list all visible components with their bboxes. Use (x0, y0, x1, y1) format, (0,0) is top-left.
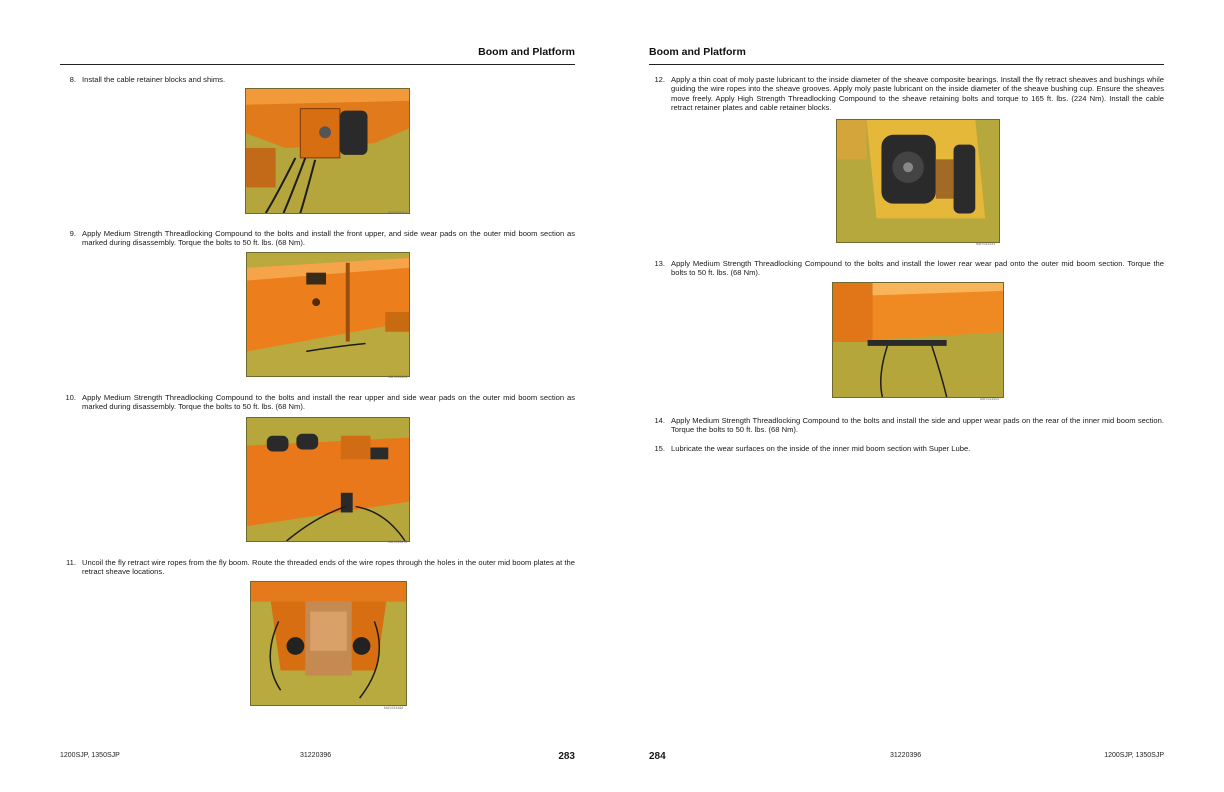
step-12-photo (836, 119, 1000, 243)
step-13-number: 13. (654, 259, 665, 268)
step-15-number: 15. (654, 444, 665, 453)
step-13-image-code: MAY053500 (980, 397, 1000, 401)
left-footer-doc-number: 31220396 (300, 752, 332, 759)
step-8-photo (245, 88, 410, 214)
left-header-rule (60, 64, 575, 65)
step-9-image-code: MAY053406 (388, 375, 408, 379)
step-14-number: 14. (654, 416, 665, 425)
step-8-image-code: MAY053404 (388, 211, 408, 215)
right-footer-doc-number: 31220396 (890, 752, 922, 759)
step-9-photo (246, 252, 410, 377)
step-11-number: 11. (66, 558, 76, 567)
left-footer-models: 1200SJP, 1350SJP (60, 752, 120, 759)
step-13-text: Apply Medium Strength Threadlocking Compound to the bolts and install the lower rear wear pad onto the outer mid boom section. Torque the bolts to 50 ft. lbs. (68 Nm). (671, 259, 1164, 278)
step-8-number: 8. (69, 75, 76, 84)
right-page (612, 0, 1224, 792)
step-10-image-code: MAY053478 (388, 540, 408, 544)
right-page-number: 284 (649, 751, 666, 762)
step-12-text: Apply a thin coat of moly paste lubricant to the inside diameter of the sheave composite bearings. Install the fly retract sheaves and bushings while guiding the wire ropes into the sheave grooves. Apply moly paste lubricant on the inside diameter of the sheave bushing cup. Ensure the sheaves move freely. Apply High Strength Threadlocking Compound to the sheave retaining bolts and torque to 165 ft. lbs. (224 Nm). Install the cable retract retainer plates and cable retainer blocks. (671, 75, 1164, 113)
step-11-photo (250, 581, 407, 706)
step-12-number: 12. (654, 75, 665, 84)
step-10-photo (246, 417, 410, 542)
right-footer-models: 1200SJP, 1350SJP (1104, 752, 1164, 759)
step-9-text: Apply Medium Strength Threadlocking Compound to the bolts and install the front upper, and side wear pads on the outer mid boom section as marked during disassembly. Torque the bolts to 50 ft. lbs. (68 Nm). (82, 229, 575, 248)
left-page-number: 283 (558, 751, 575, 762)
step-11-image-code: MAY053466 (384, 706, 404, 710)
step-11-text: Uncoil the fly retract wire ropes from the fly boom. Route the threaded ends of the wire ropes through the holes in the outer mid boom plates at the retract sheave locations. (82, 558, 575, 577)
step-13-photo (832, 282, 1004, 398)
right-page-header: Boom and Platform (649, 46, 746, 58)
left-page-header: Boom and Platform (478, 46, 575, 58)
step-8-text: Install the cable retainer blocks and shims. (82, 75, 226, 84)
step-15-text: Lubricate the wear surfaces on the inside of the inner mid boom section with Super Lube. (671, 444, 971, 453)
step-14-text: Apply Medium Strength Threadlocking Compound to the bolts and install the side and upper wear pads on the rear of the inner mid boom section. Torque the bolts to 50 ft. lbs. (68 Nm). (671, 416, 1164, 435)
step-12-image-code: MAY053444 (976, 242, 996, 246)
step-10-number: 10. (65, 393, 76, 402)
step-10-text: Apply Medium Strength Threadlocking Compound to the bolts and install the rear upper and side wear pads on the outer mid boom section as marked during disassembly. Torque the bolts to 50 ft. lbs. (68 Nm). (82, 393, 575, 412)
step-9-number: 9. (69, 229, 76, 238)
right-header-rule (649, 64, 1164, 65)
